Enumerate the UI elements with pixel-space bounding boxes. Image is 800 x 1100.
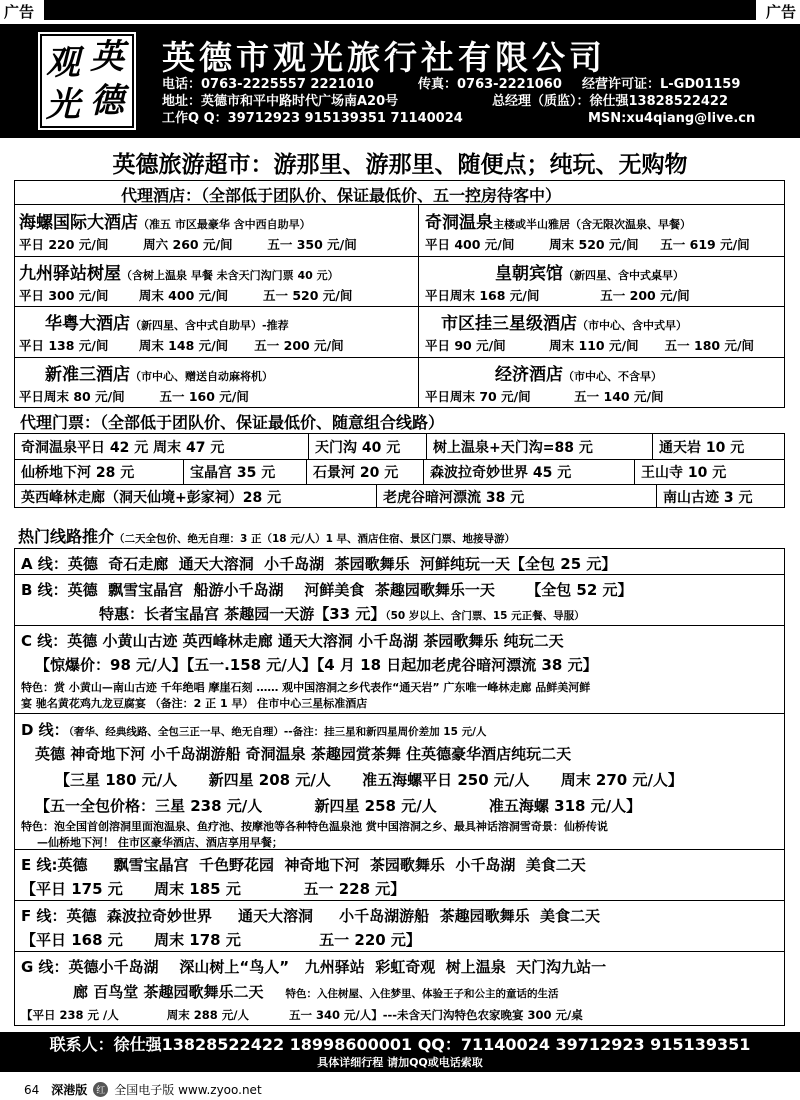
route-d-heading: D 线：（奢华、经典线路、全包三正一早、绝无自理）--备注：挂三星和新四星周价差加 15 元/人 — [21, 721, 487, 739]
tickets-table — [14, 433, 785, 508]
slogan: 英德旅游超市：游那里、游那里、随便点；纯玩、无购物 — [112, 152, 688, 178]
logo-char-2: 观 — [46, 43, 80, 83]
ad-label-right: 广告 — [762, 2, 800, 22]
page-footer — [24, 1081, 262, 1098]
route-d: 英德 神奇地下河 小千岛湖游船 奇洞温泉 茶趣园赏茶舞 住英德豪华酒店纯玩二天 — [35, 745, 572, 763]
logo-char-1: 英 — [90, 37, 124, 77]
ticket-baojinggong: 宝晶宫 35 元 — [184, 459, 307, 484]
route-c: C 线：英德 小黄山古迹 英西峰林走廊 通天大溶洞 小千岛湖 茶园歌舞乐 纯玩二天 — [21, 632, 564, 650]
ticket-laohugu: 老虎谷暗河漂流 38 元 — [377, 484, 657, 508]
route-g: G 线：英德小千岛湖 深山树上“鸟人” 九州驿站 彩虹奇观 树上温泉 天门沟九站一 — [21, 958, 607, 976]
hotels-section — [14, 180, 785, 408]
route-d-feature-1: 特色：泡全国首创溶洞里面泡温泉、鱼疗池、按摩池等各种特色温泉池 赏中国溶洞之乡、最具神话溶洞雪奇景：仙桥传说 — [21, 820, 608, 833]
route-c-feature-2: 宴 驰名黄花鸡九龙豆腐宴 （备注：2 正 1 早） 住市中心三星标准酒店 — [21, 697, 368, 710]
hotel-qidong-hotspring: 奇洞温泉主楼或半山雅居（含无限次温泉、早餐） 平日 400 元/间 周末 520 元/间 五一 619 元/间 — [425, 213, 750, 252]
header-manager: 总经理（质监）：徐仕强13828522422 — [492, 94, 728, 109]
logo-char-3: 德 — [90, 81, 124, 121]
ticket-tongtianyan: 通天岩 10 元 — [659, 439, 745, 456]
hotel-xinzhunsan: 新准三酒店（市中心、赠送自动麻将机） 平日周末 80 元/间 五一 160 元/间 — [19, 365, 273, 404]
ad-label-left: 广告 — [0, 2, 38, 22]
route-e-prices: 【平日 175 元 周末 185 元 五一 228 元】 — [21, 880, 406, 898]
header-address: 地址：英德市和平中路时代广场南A20号 — [162, 94, 399, 109]
header-phone: 电话：0763-2225557 2221010 — [162, 77, 374, 92]
route-g-line2: 廊 百鸟堂 茶趣园歌舞乐二天 特色：入住树屋、入住梦里、体验王子和公主的童话的生活 — [73, 983, 559, 1001]
hotel-economy: 经济酒店（市中心、不含早） 平日周末 70 元/间 五一 140 元/间 — [425, 365, 664, 404]
hotels-title: 代理酒店：（全部低于团队价、保证最低价、五一控房待客中） — [121, 186, 562, 205]
ticket-senbola: 森波拉奇妙世界 45 元 — [424, 459, 635, 484]
ticket-treetop-combo: 树上温泉+天门沟=88 元 — [427, 434, 653, 459]
header-fax: 传真：0763-2221060 — [418, 77, 562, 92]
calligraphy-logo — [40, 34, 134, 128]
route-f: F 线：英德 森波拉奇妙世界 通天大溶洞 小千岛湖游船 茶趣园歌舞乐 美食二天 — [21, 907, 601, 925]
contact-bar — [0, 1032, 800, 1072]
route-a: A 线：英德 奇石走廊 通天大溶洞 小千岛湖 茶园歌舞乐 河鲜纯玩一天【全包 25 元】 — [21, 555, 617, 573]
ticket-yingxi-fenglin: 英西峰林走廊（洞天仙境+彭家祠）28 元 — [15, 484, 377, 508]
route-d-mayday: 【五一全包价格：三星 238 元/人 新四星 258 元/人 准五海螺 318 元/人】 — [35, 797, 642, 815]
ticket-qidong: 奇洞温泉平日 42 元 周末 47 元 — [15, 434, 309, 459]
hotel-three-star: 市区挂三星级酒店（市中心、含中式早） 平日 90 元/间 周末 110 元/间 五一 180 元/间 — [425, 314, 755, 353]
route-e: E 线:英德 飘雪宝晶宫 千色野花园 神奇地下河 茶园歌舞乐 小千岛湖 美食二天 — [21, 856, 586, 874]
route-c-prices: 【惊爆价：98 元/人】【五一.158 元/人】【4 月 18 日起加老虎谷暗河漂流 38 元】 — [35, 656, 598, 674]
route-d-prices: 【三星 180 元/人 新四星 208 元/人 准五海螺平日 250 元/人 周末 270 元/人】 — [55, 771, 683, 789]
logo-char-4: 光 — [46, 85, 80, 125]
edition-label: 深港版 — [51, 1083, 88, 1097]
routes-box — [14, 548, 785, 1026]
contact-line: 联系人：徐仕强13828522422 18998600001 QQ：71140024 39712923 915139351 — [49, 1035, 751, 1054]
page-number: 64 — [24, 1082, 40, 1097]
tickets-title: 代理门票：（全部低于团队价、保证最低价、随意组合线路） — [20, 413, 445, 432]
header-qq: 工作Q Q：39712923 915139351 71140024 — [162, 111, 463, 126]
header-msn: MSN:xu4qiang@live.cn — [588, 111, 756, 126]
company-name: 英德市观光旅行社有限公司 — [162, 38, 606, 77]
ticket-wangshansi: 王山寺 10 元 — [641, 464, 727, 481]
top-black-bar — [44, 0, 756, 20]
hotel-jiuzhou-treehouse: 九州驿站树屋（含树上温泉 早餐 未含天门沟门票 40 元） 平日 300 元/间 周末 400 元/间 五一 520 元/间 — [19, 264, 353, 303]
contact-note: 具体详细行程 请加QQ或电话索取 — [317, 1056, 483, 1069]
company-header — [0, 24, 800, 138]
hotel-huayue: 华粤大酒店（新四星、含中式自助早）-推荐 平日 138 元/间 周末 148 元/间 五一 200 元/间 — [19, 314, 344, 353]
route-f-prices: 【平日 168 元 周末 178 元 五一 220 元】 — [21, 931, 421, 949]
ticket-nanshan: 南山古迹 3 元 — [663, 489, 753, 506]
hotel-hailuo: 海螺国际大酒店（准五 市区最豪华 含中西自助早） 平日 220 元/间 周六 260 元/间 五一 350 元/间 — [19, 213, 357, 252]
header-license: 经营许可证：L-GD01159 — [582, 77, 741, 92]
routes-heading: 热门线路推介（二天全包价、绝无自理：3 正（18 元/人）1 早、酒店住宿、景区门票、地接导游） — [18, 527, 516, 546]
ticket-shijinghe: 石景河 20 元 — [307, 459, 424, 484]
hotel-huangchao: 皇朝宾馆（新四星、含中式桌早） 平日周末 168 元/间 五一 200 元/间 — [425, 264, 690, 303]
route-d-feature-2: —仙桥地下河！ 住市区豪华酒店、酒店享用早餐； — [37, 836, 283, 849]
route-g-prices: 【平日 238 元 /人 周末 288 元/人 五一 340 元/人】---未含天门沟特色农家晚宴 300 元/桌 — [21, 1008, 583, 1022]
red-badge-icon: 红 — [93, 1082, 108, 1097]
route-b-special: 特惠：长者宝晶宫 茶趣园一天游【33 元】（50 岁以上、含门票、15 元正餐、导服） — [99, 605, 585, 623]
route-b: B 线：英德 飘雪宝晶宫 船游小千岛湖 河鲜美食 茶趣园歌舞乐一天 【全包 52 元】 — [21, 581, 633, 599]
ticket-xianqiao: 仙桥地下河 28 元 — [15, 459, 184, 484]
ticket-tianmengou: 天门沟 40 元 — [309, 434, 427, 459]
site-label: 全国电子版 www.zyoo.net — [114, 1083, 262, 1097]
route-c-feature-1: 特色：赏 小黄山—南山古迹 千年绝唱 摩崖石刻 …… 观中国溶洞之乡代表作“通天岩” 广东唯一峰林走廊 品鲜美河鲜 — [21, 681, 591, 694]
